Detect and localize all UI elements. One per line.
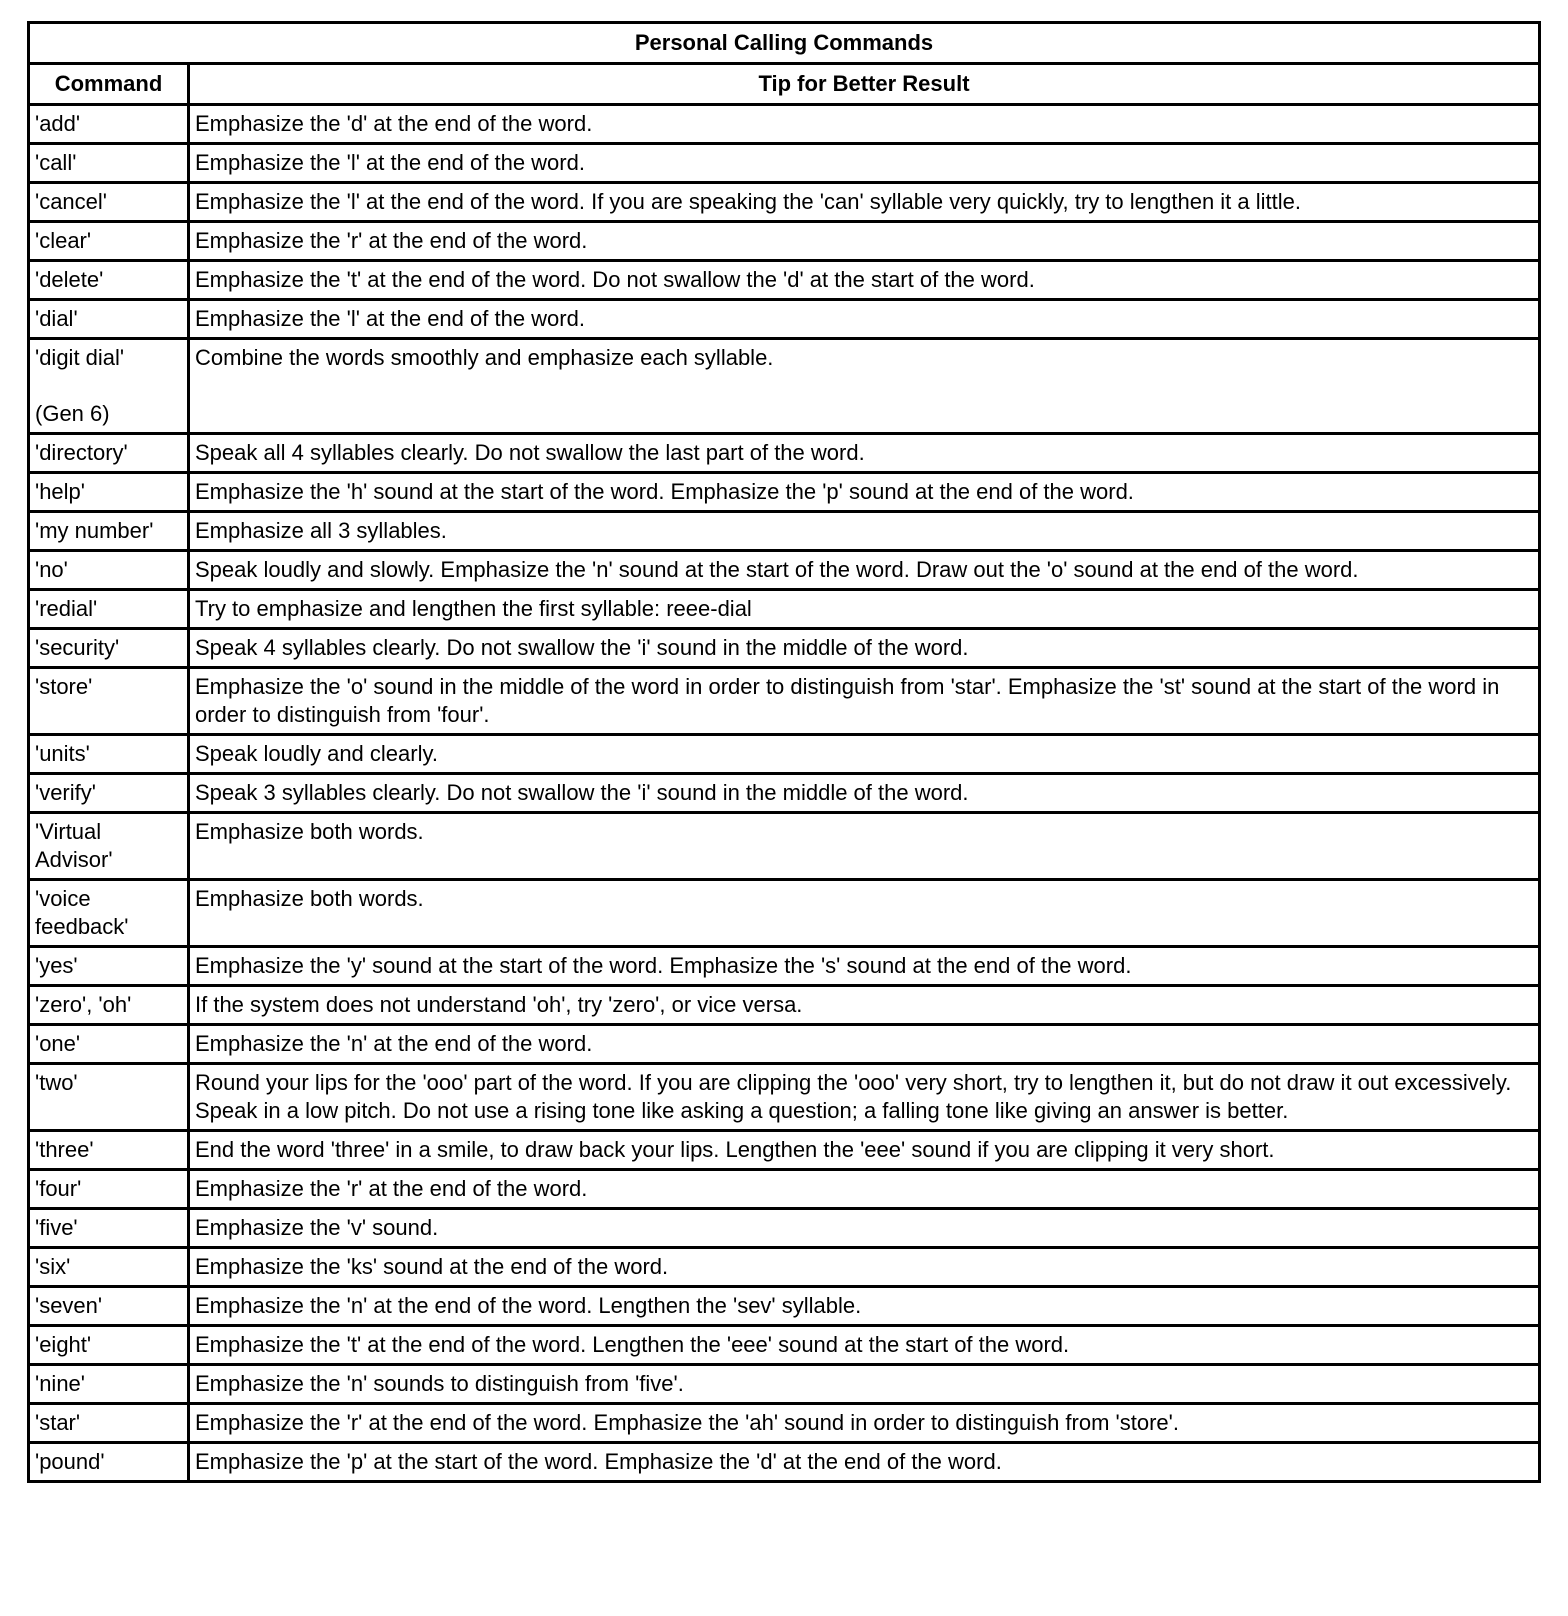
command-text: 'seven' <box>35 1293 103 1318</box>
command-text: 'yes' <box>35 953 78 978</box>
tip-cell: Emphasize the 'r' at the end of the word. <box>189 1170 1540 1209</box>
command-text: 'four' <box>35 1176 82 1201</box>
command-cell <box>29 300 189 339</box>
tip-cell: Speak loudly and clearly. <box>189 735 1540 774</box>
command-text: 'clear' <box>35 228 92 253</box>
table-row <box>29 735 1540 774</box>
command-text: 'voice feedback' <box>35 886 129 939</box>
command-cell <box>29 1287 189 1326</box>
table-row <box>29 1443 1540 1482</box>
command-text: 'three' <box>35 1137 94 1162</box>
command-text: 'one' <box>35 1031 81 1056</box>
command-cell <box>29 774 189 813</box>
tip-cell: Emphasize the 'n' at the end of the word. Lengthen the 'sev' syllable. <box>189 1287 1540 1326</box>
command-cell <box>29 1326 189 1365</box>
table-row <box>29 986 1540 1025</box>
tip-cell: Round your lips for the 'ooo' part of the word. If you are clipping the 'ooo' very short, try to lengthen it, but do not draw it out excessively. Speak in a low pitch. Do not use a rising tone like asking a question; a falling tone like giving an answer is better. <box>189 1064 1540 1131</box>
tip-cell: Speak 4 syllables clearly. Do not swallow the 'i' sound in the middle of the word. <box>189 629 1540 668</box>
command-text: 'help' <box>35 479 85 504</box>
tip-cell: Emphasize the 'p' at the start of the word. Emphasize the 'd' at the end of the word. <box>189 1443 1540 1482</box>
command-cell <box>29 473 189 512</box>
command-cell <box>29 1209 189 1248</box>
table-row <box>29 1248 1540 1287</box>
tip-cell: Emphasize the 'ks' sound at the end of the word. <box>189 1248 1540 1287</box>
table-row <box>29 1326 1540 1365</box>
table-row <box>29 1025 1540 1064</box>
table-row <box>29 590 1540 629</box>
tip-cell: Combine the words smoothly and emphasize each syllable. <box>189 339 1540 434</box>
tip-cell: Speak loudly and slowly. Emphasize the 'n' sound at the start of the word. Draw out the 'o' sound at the end of the word. <box>189 551 1540 590</box>
table-row <box>29 434 1540 473</box>
table-row <box>29 512 1540 551</box>
tip-cell: Try to emphasize and lengthen the first syllable: reee-dial <box>189 590 1540 629</box>
tip-cell: If the system does not understand 'oh', try 'zero', or vice versa. <box>189 986 1540 1025</box>
tip-cell: Emphasize the 'n' sounds to distinguish from 'five'. <box>189 1365 1540 1404</box>
command-text: 'eight' <box>35 1332 92 1357</box>
tip-column-header: Tip for Better Result <box>189 64 1540 105</box>
table-row <box>29 880 1540 947</box>
command-note: (Gen 6) <box>35 401 110 426</box>
command-cell <box>29 1025 189 1064</box>
tip-cell: Emphasize all 3 syllables. <box>189 512 1540 551</box>
command-cell <box>29 986 189 1025</box>
command-text: 'six' <box>35 1254 71 1279</box>
command-text: 'store' <box>35 674 93 699</box>
tip-cell: Emphasize the 'v' sound. <box>189 1209 1540 1248</box>
command-text: 'directory' <box>35 440 128 465</box>
command-cell <box>29 668 189 735</box>
command-text: 'my number' <box>35 518 154 543</box>
table-row <box>29 551 1540 590</box>
table-row <box>29 183 1540 222</box>
tip-cell: Emphasize the 'y' sound at the start of the word. Emphasize the 's' sound at the end of the word. <box>189 947 1540 986</box>
command-cell <box>29 947 189 986</box>
table-row <box>29 144 1540 183</box>
command-cell <box>29 144 189 183</box>
command-cell <box>29 1443 189 1482</box>
table-row <box>29 1287 1540 1326</box>
table-row <box>29 300 1540 339</box>
tip-cell: Emphasize the 'n' at the end of the word. <box>189 1025 1540 1064</box>
command-cell <box>29 590 189 629</box>
table-row <box>29 261 1540 300</box>
command-cell <box>29 1365 189 1404</box>
tip-cell: Emphasize the 'h' sound at the start of the word. Emphasize the 'p' sound at the end of the word. <box>189 473 1540 512</box>
command-text: 'verify' <box>35 780 96 805</box>
table-row <box>29 668 1540 735</box>
command-text: 'five' <box>35 1215 78 1240</box>
command-cell <box>29 339 189 434</box>
tip-cell: Emphasize the 'l' at the end of the word. If you are speaking the 'can' syllable very quickly, try to lengthen it a little. <box>189 183 1540 222</box>
tip-cell: Emphasize the 'r' at the end of the word. <box>189 222 1540 261</box>
command-text: 'units' <box>35 741 90 766</box>
command-text: 'security' <box>35 635 120 660</box>
tip-cell: Emphasize the 'd' at the end of the word. <box>189 105 1540 144</box>
table-body <box>29 105 1540 1482</box>
tip-cell: Emphasize the 't' at the end of the word. Do not swallow the 'd' at the start of the word. <box>189 261 1540 300</box>
table-title: Personal Calling Commands <box>29 23 1540 64</box>
command-text: 'pound' <box>35 1449 105 1474</box>
command-text: 'digit dial' <box>35 345 125 370</box>
command-cell <box>29 735 189 774</box>
table-row <box>29 1170 1540 1209</box>
command-cell <box>29 1248 189 1287</box>
table-row <box>29 339 1540 434</box>
table-row <box>29 1209 1540 1248</box>
command-text: 'add' <box>35 111 81 136</box>
command-cell <box>29 434 189 473</box>
command-cell <box>29 222 189 261</box>
command-text: 'two' <box>35 1070 78 1095</box>
commands-table <box>27 21 1541 1483</box>
table-row <box>29 813 1540 880</box>
tip-cell: Emphasize the 'l' at the end of the word. <box>189 144 1540 183</box>
tip-cell: Emphasize the 'l' at the end of the word. <box>189 300 1540 339</box>
table-row <box>29 1064 1540 1131</box>
command-text: 'Virtual Advisor' <box>35 819 113 872</box>
command-text: 'star' <box>35 1410 81 1435</box>
command-cell <box>29 1404 189 1443</box>
command-cell <box>29 629 189 668</box>
table-row <box>29 947 1540 986</box>
command-cell <box>29 1131 189 1170</box>
command-cell <box>29 105 189 144</box>
tip-cell: Emphasize the 'o' sound in the middle of the word in order to distinguish from 'star'. Emphasize the 'st' sound at the start of the word in order to distinguish from 'four'. <box>189 668 1540 735</box>
command-cell <box>29 1170 189 1209</box>
command-column-header: Command <box>29 64 189 105</box>
command-cell <box>29 1064 189 1131</box>
tip-cell: Emphasize the 't' at the end of the word. Lengthen the 'eee' sound at the start of the word. <box>189 1326 1540 1365</box>
table-row <box>29 629 1540 668</box>
command-text: 'no' <box>35 557 68 582</box>
tip-cell: End the word 'three' in a smile, to draw back your lips. Lengthen the 'eee' sound if you are clipping it very short. <box>189 1131 1540 1170</box>
command-text: 'zero', 'oh' <box>35 992 132 1017</box>
command-cell <box>29 551 189 590</box>
command-cell <box>29 880 189 947</box>
command-text: 'dial' <box>35 306 78 331</box>
command-cell <box>29 813 189 880</box>
command-text: 'redial' <box>35 596 98 621</box>
table-row <box>29 774 1540 813</box>
tip-cell: Emphasize both words. <box>189 880 1540 947</box>
command-cell <box>29 261 189 300</box>
tip-cell: Emphasize both words. <box>189 813 1540 880</box>
tip-cell: Emphasize the 'r' at the end of the word. Emphasize the 'ah' sound in order to distinguish from 'store'. <box>189 1404 1540 1443</box>
table-row <box>29 1404 1540 1443</box>
line-spacer <box>35 372 182 400</box>
command-cell <box>29 512 189 551</box>
command-cell <box>29 183 189 222</box>
command-text: 'nine' <box>35 1371 85 1396</box>
table-row <box>29 105 1540 144</box>
table-row <box>29 1365 1540 1404</box>
header-row <box>29 64 1540 105</box>
table-row <box>29 1131 1540 1170</box>
command-text: 'cancel' <box>35 189 107 214</box>
command-text: 'delete' <box>35 267 104 292</box>
tip-cell: Speak 3 syllables clearly. Do not swallow the 'i' sound in the middle of the word. <box>189 774 1540 813</box>
tip-cell: Speak all 4 syllables clearly. Do not swallow the last part of the word. <box>189 434 1540 473</box>
command-text: 'call' <box>35 150 77 175</box>
table-row <box>29 222 1540 261</box>
table-row <box>29 473 1540 512</box>
title-row <box>29 23 1540 64</box>
